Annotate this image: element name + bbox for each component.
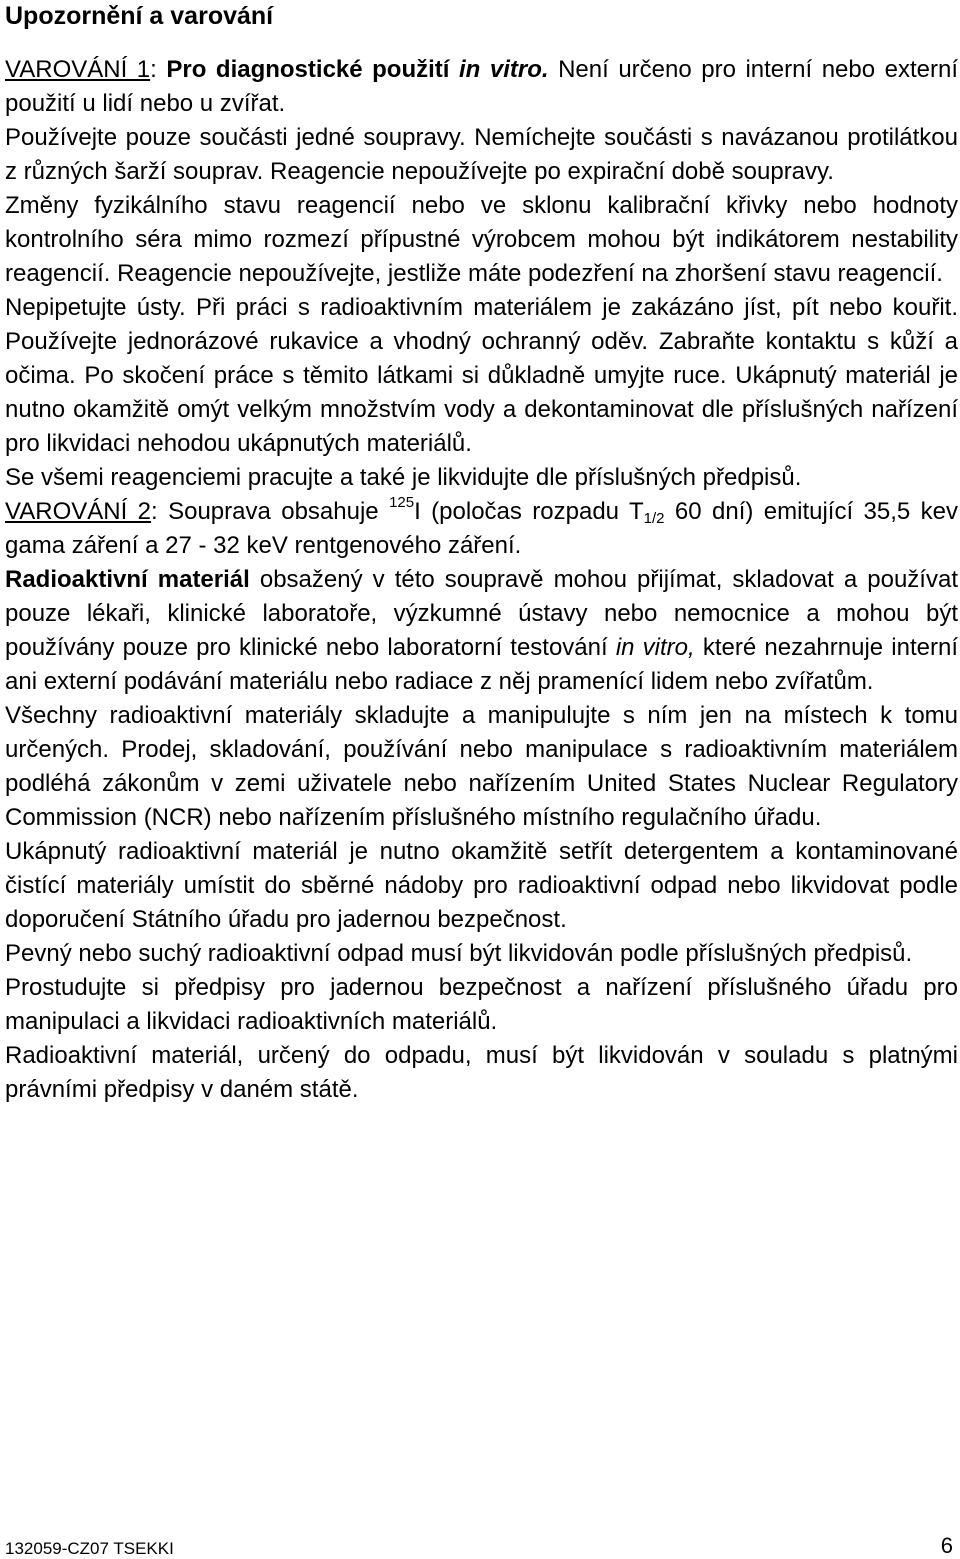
radioactive-text-1: obsažený v této soupravě mohou přijímat, skladovat a používat pouze lékaři, klinické laboratoře, výzkumné ústavy nebo nemocnice a mohou být používány pouze pro klinické nebo laboratorní testování <box>5 566 958 661</box>
warning-1-colon: : <box>150 56 167 83</box>
radioactive-text-2: které nezahrnuje interní ani externí podávání materiálu nebo radiace z něj pramenící lidem nebo zvířatům. <box>5 634 959 695</box>
disposal-paragraph: Radioaktivní materiál, určený do odpadu, musí být likvidován v souladu s platnými právními předpisy v daném státě. <box>5 1042 958 1103</box>
warning-2-label: VAROVÁNÍ 2 <box>5 498 152 525</box>
reagent-changes-paragraph: Změny fyzikálního stavu reagencií nebo ve sklonu kalibrační křivky nebo hodnoty kontrolního séra mimo rozmezí přípustné výrobcem mohou být indikátorem nestability reagencií. Reagencie nepoužívejte, jestliže máte podezření na zhoršení stavu reagencií. <box>5 192 958 287</box>
warning-2-paragraph <box>5 495 958 563</box>
warning-2-post: 60 dní) emitující 35,5 kev gama záření a 27 - 32 keV rentgenového záření. <box>5 498 959 559</box>
isotope-symbol: I <box>414 498 421 525</box>
warning-2-mid: (poločas rozpadu T <box>420 498 644 525</box>
warning-1-bold: Pro diagnostické použití <box>166 56 459 83</box>
half-life-subscript: 1/2 <box>643 510 665 527</box>
page-footer <box>5 1533 955 1559</box>
footer-document-id: 132059-CZ07 TSEKKI <box>5 1539 174 1558</box>
safety-paragraph: Nepipetujte ústy. Při práci s radioaktivním materiálem je zakázáno jíst, pít nebo kouřit. Používejte jednorázové rukavice a vhodný ochranný oděv. Zabraňte kontaktu s kůží a očima. Po skočení práce s těmito látkami si důkladně umyjte ruce. Ukápnutý materiál je nutno okamžitě omýt velkým množstvím vody a dekontaminovat dle příslušných nařízení pro likvidaci nehodou ukápnutých materiálů. <box>5 294 958 457</box>
isotope-mass-number: 125 <box>389 494 415 511</box>
footer-page-number: 6 <box>940 1533 953 1558</box>
reagents-handling-paragraph: Se všemi reagenciemi pracujte a také je likvidujte dle příslušných předpisů. <box>5 464 802 491</box>
study-regulations-paragraph: Prostudujte si předpisy pro jadernou bezpečnost a nařízení příslušného úřadu pro manipulaci a likvidaci radioaktivních materiálů. <box>5 974 958 1035</box>
kit-components-paragraph: Používejte pouze součásti jedné soupravy. Nemíchejte součásti s navázanou protilátkou z různých šarží souprav. Reagencie nepoužívejte po expirační době soupravy. <box>5 124 958 185</box>
warning-1-text: Není určeno pro interní nebo externí použití u lidí nebo u zvířat. <box>5 56 959 117</box>
storage-paragraph: Všechny radioaktivní materiály skladujte a manipulujte s ním jen na místech k tomu určených. Prodej, skladování, používání nebo manipulace s radioaktivním materiálem podléhá zákonům v zemi uživatele nebo nařízením United States Nuclear Regulatory Commission (NCR) nebo nařízením příslušného místního regulačního úřadu. <box>5 702 958 831</box>
radioactive-in-vitro: in vitro, <box>615 634 695 661</box>
document-body <box>5 53 958 1107</box>
warning-1-paragraph <box>5 53 958 121</box>
section-heading: Upozornění a varování <box>5 2 274 30</box>
warning-2-pre: : Souprava obsahuje <box>151 498 390 525</box>
solid-waste-paragraph: Pevný nebo suchý radioaktivní odpad musí být likvidován podle příslušných předpisů. <box>5 940 913 967</box>
warning-1-label: VAROVÁNÍ 1 <box>5 56 151 83</box>
warning-1-in-vitro: in vitro. <box>459 56 549 83</box>
spill-paragraph: Ukápnutý radioaktivní materiál je nutno okamžitě setřít detergentem a kontaminované čistící materiály umístit do sběrné nádoby pro radioaktivní odpad nebo likvidovat podle doporučení Státního úřadu pro jadernou bezpečnost. <box>5 838 958 933</box>
radioactive-material-bold: Radioaktivní materiál <box>5 566 250 593</box>
radioactive-material-paragraph <box>5 563 958 699</box>
